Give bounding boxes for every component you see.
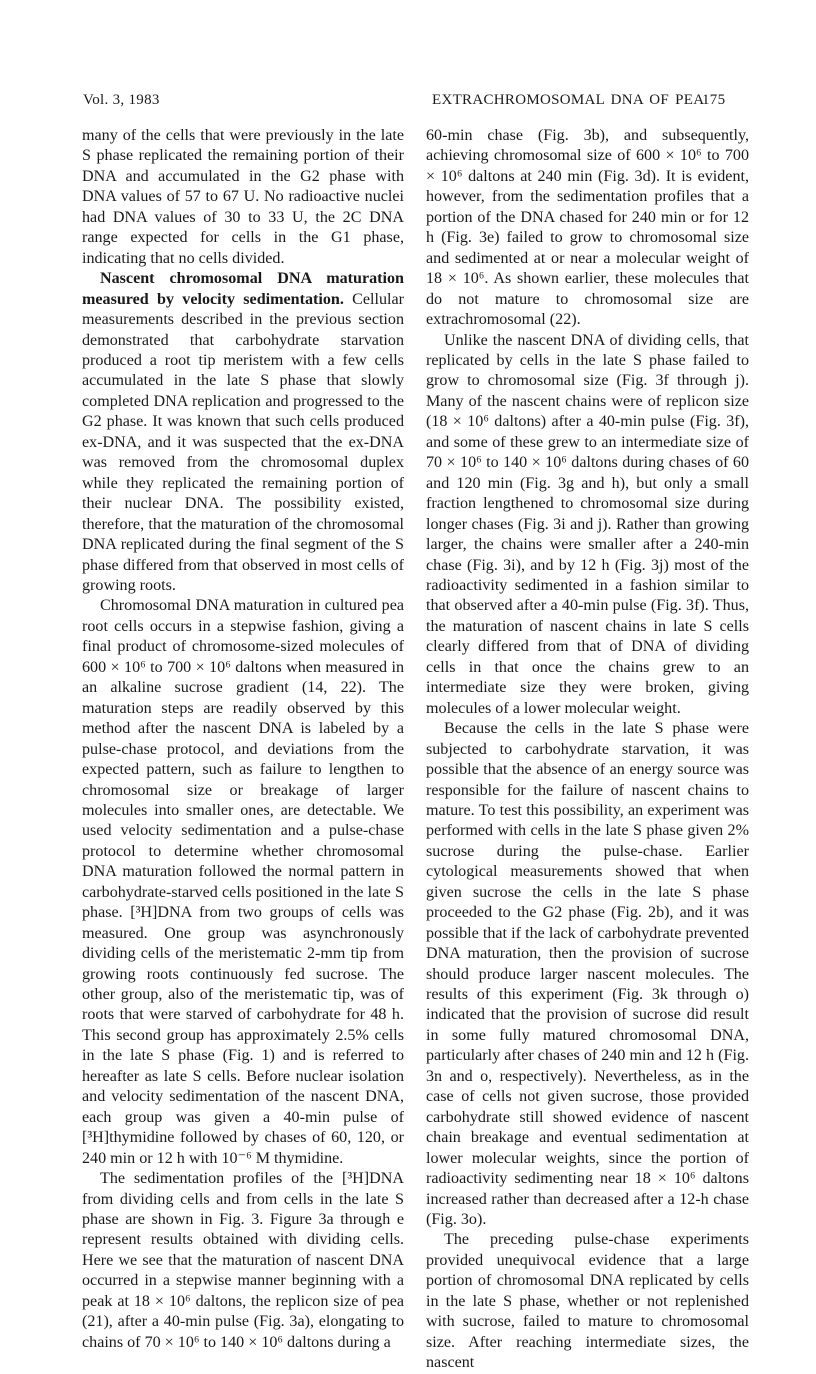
paragraph: Chromosomal DNA maturation in cultured pea root cells occurs in a stepwise fashion, giving a final product of chromosome-sized molecules of 600 × 10⁶ to 700 × 10⁶ daltons when measured in an alkaline sucrose gradient (14, 22). The maturation steps are readily observed by this method after the nascent DNA is labeled by a pulse-chase protocol, and deviations from the expected pattern, such as failure to lengthen to chromosomal size or breakage of larger molecules into smaller ones, are detectable. We used velocity sedimentation and a pulse-chase protocol to determine whether chromosomal DNA maturation followed the normal pattern in carbohydrate-starved cells positioned in the late S phase. [³H]DNA from two groups of cells was measured. One group was asynchronously dividing cells of the meristematic 2-mm tip from growing roots continuously fed sucrose. The other group, also of the meristematic tip, was of roots that were starved of carbohydrate for 48 h. This second group has approximately 2.5% cells in the late S phase (Fig. 1) and is referred to hereafter as late S cells. Before nuclear isolation and velocity sedimentation of the nascent DNA, each group was given a 40-min pulse of [³H]thymidine followed by chases of 60, 120, or 240 min or 12 h with 10⁻⁶ M thymidine. [82, 597, 404, 1167]
volume-label: Vol. 3, 1983 [83, 92, 160, 108]
running-header [0, 92, 816, 116]
paragraph: Unlike the nascent DNA of dividing cells, that replicated by cells in the late S phase failed to grow to chromosomal size (Fig. 3f through j). Many of the nascent chains were of replicon size (18 × 10⁶ daltons) after a 40-min pulse (Fig. 3f), and some of these grew to an intermediate size of 70 × 10⁶ to 140 × 10⁶ daltons during chases of 60 and 120 min (Fig. 3g and h), but only a small fraction lengthened to chromosomal size during longer chases (Fig. 3i and j). Rather than growing larger, the chains were smaller after a 240-min chase (Fig. 3i), and by 12 h (Fig. 3j) most of the radioactivity sedimented in a fashion similar to that observed after a 40-min pulse (Fig. 3f). Thus, the maturation of nascent chains in late S cells clearly differed from that of DNA of dividing cells in that once the chains grew to an intermediate size they were broken, giving molecules of a lower molecular weight. [426, 331, 749, 717]
page-number: 175 [702, 92, 726, 108]
paragraph: Because the cells in the late S phase were subjected to carbohydrate starvation, it was possible that the absence of an energy source was responsible for the failure of nascent chains to mature. To test this possibility, an experiment was performed with cells in the late S phase given 2% sucrose during the pulse-chase. Earlier cytological measurements showed that when given sucrose the cells in the late S phase proceeded to the G2 phase (Fig. 2b), and it was possible that if the lack of carbohydrate prevented DNA maturation, then the provision of sucrose should produce larger nascent molecules. The results of this experiment (Fig. 3k through o) indicated that the provision of sucrose did result in some fully matured chromosomal DNA, particularly after chases of 240 min and 12 h (Fig. 3n and o, respectively). Nevertheless, as in the case of cells not given sucrose, those provided carbohydrate still showed evidence of nascent chain breakage and eventual sedimentation at lower molecular weights, since the portion of radioactivity sedimenting near 18 × 10⁶ daltons increased rather than decreased after a 12-h chase (Fig. 3o). [426, 720, 749, 1229]
paragraph: The sedimentation profiles of the [³H]DNA from dividing cells and from cells in the late S phase are shown in Fig. 3. Figure 3a through e represent results obtained with dividing cells. Here we see that the maturation of nascent DNA occurred in a stepwise manner beginning with a peak at 18 × 10⁶ daltons, the replicon size of pea (21), after a 40-min pulse (Fig. 3a), elongating to chains of 70 × 10⁶ to 140 × 10⁶ daltons during a [82, 1170, 404, 1351]
section-body: Cellular measurements described in the previous section demonstrated that carbohydrate starvation produced a root tip meristem with a few cells accumulated in the late S phase that slowly completed DNA replication and progressed to the G2 phase. It was known that such cells produced ex-DNA, and it was suspected that the ex-DNA was removed from the chromosomal duplex while they replicated the remaining portion of their nuclear DNA. The possibility existed, therefore, that the maturation of the chromosomal DNA replicated during the final segment of the S phase differed from that observed in most cells of growing roots. [82, 290, 405, 594]
right-column [426, 126, 749, 1374]
section-heading: Nascent chromosomal DNA maturation measured by velocity sedimentation. [82, 270, 404, 308]
section-paragraph [82, 269, 404, 596]
paragraph-continued: 60-min chase (Fig. 3b), and subsequently, achieving chromosomal size of 600 × 10⁶ to 700 × 10⁶ daltons at 240 min (Fig. 3d). It is evident, however, from the sedimentation profiles that a portion of the DNA chased for 240 min or for 12 h (Fig. 3e) failed to grow to chromosomal size and sedimented at or near a molecular weight of 18 × 10⁶. As shown earlier, these molecules that do not mature to chromosomal size are extrachromosomal (22). [426, 127, 749, 329]
paragraph-continued: many of the cells that were previously in the late S phase replicated the remaining portion of their DNA and accumulated in the G2 phase with DNA values of 57 to 67 U. No radioactive nuclei had DNA values of 30 to 33 U, the 2C DNA range expected for cells in the G1 phase, indicating that no cells divided. [82, 127, 404, 267]
paragraph: The preceding pulse-chase experiments provided unequivocal evidence that a large portion of chromosomal DNA replicated by cells in the late S phase, whether or not replenished with sucrose, failed to mature to chromosomal size. After reaching intermediate sizes, the nascent [426, 1231, 749, 1372]
running-title: EXTRACHROMOSOMAL DNA OF PEA [432, 92, 705, 108]
left-column [82, 126, 404, 1353]
